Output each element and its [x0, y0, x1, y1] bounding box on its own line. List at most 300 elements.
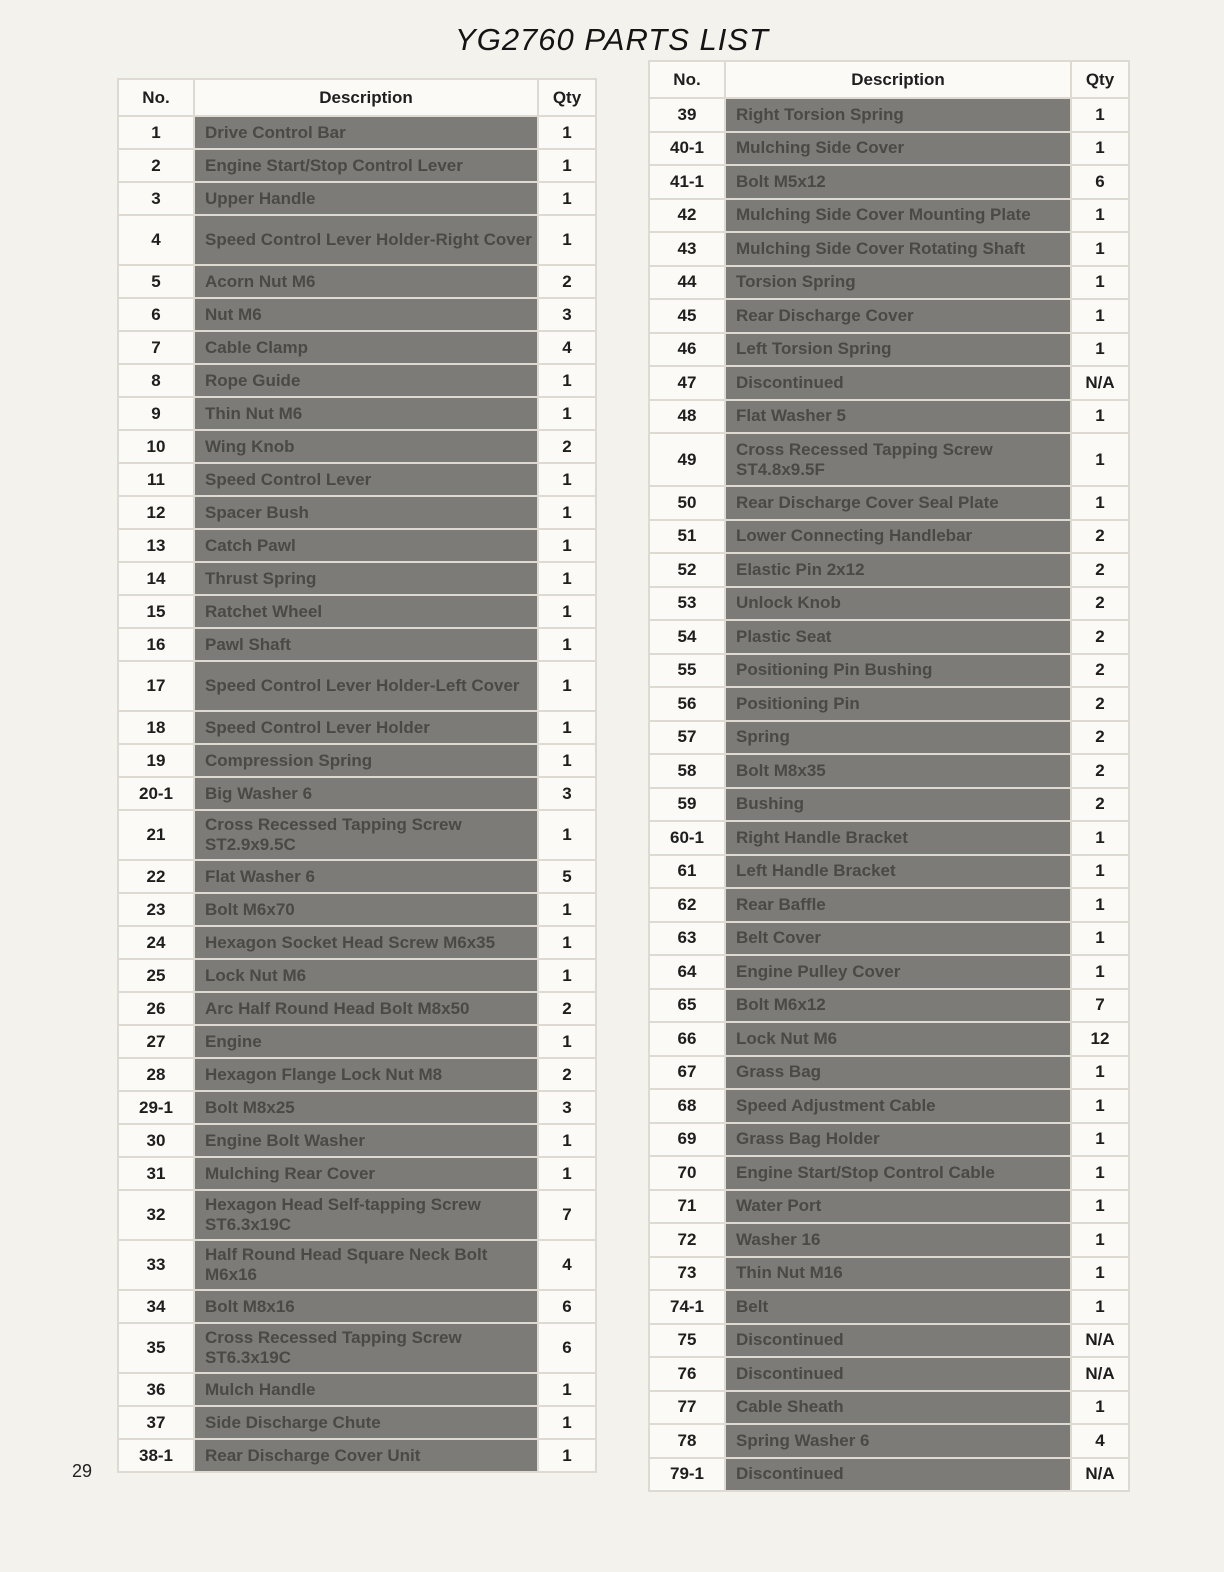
- part-quantity: 1: [538, 562, 596, 595]
- part-description: Pawl Shaft: [194, 628, 538, 661]
- part-quantity: 6: [538, 1323, 596, 1373]
- part-description: Catch Pawl: [194, 529, 538, 562]
- table-row: [649, 1257, 1129, 1291]
- part-number: 68: [649, 1089, 725, 1123]
- table-header-row: [118, 79, 596, 116]
- part-quantity: 1: [1071, 299, 1129, 333]
- part-number: 22: [118, 860, 194, 893]
- part-number: 20-1: [118, 777, 194, 810]
- part-quantity: 1: [538, 661, 596, 711]
- part-number: 50: [649, 486, 725, 520]
- table-row: [649, 687, 1129, 721]
- table-row: [118, 1124, 596, 1157]
- part-description: Mulching Side Cover Mounting Plate: [725, 199, 1071, 233]
- part-description: Bolt M6x70: [194, 893, 538, 926]
- part-quantity: 1: [538, 1025, 596, 1058]
- table-row: [118, 1323, 596, 1373]
- part-description: Torsion Spring: [725, 266, 1071, 300]
- part-quantity: 2: [1071, 620, 1129, 654]
- part-quantity: 2: [1071, 553, 1129, 587]
- part-number: 48: [649, 400, 725, 434]
- part-quantity: 1: [538, 364, 596, 397]
- part-number: 10: [118, 430, 194, 463]
- part-description: Positioning Pin: [725, 687, 1071, 721]
- part-description: Hexagon Socket Head Screw M6x35: [194, 926, 538, 959]
- table-row: [118, 149, 596, 182]
- page-number: 29: [72, 1461, 93, 1481]
- part-quantity: 1: [538, 215, 596, 265]
- part-quantity: 2: [1071, 520, 1129, 554]
- part-number: 15: [118, 595, 194, 628]
- part-quantity: 3: [538, 1091, 596, 1124]
- table-row: [118, 397, 596, 430]
- part-number: 6: [118, 298, 194, 331]
- part-quantity: 1: [1071, 1056, 1129, 1090]
- part-number: 54: [649, 620, 725, 654]
- parts-table-left: [117, 78, 597, 1473]
- part-description: Arc Half Round Head Bolt M8x50: [194, 992, 538, 1025]
- part-number: 66: [649, 1022, 725, 1056]
- part-quantity: 2: [1071, 654, 1129, 688]
- table-header-row: [649, 61, 1129, 98]
- table-row: [118, 860, 596, 893]
- table-row: [649, 266, 1129, 300]
- part-description: Wing Knob: [194, 430, 538, 463]
- part-number: 9: [118, 397, 194, 430]
- part-description: Cross Recessed Tapping Screw ST2.9x9.5C: [194, 810, 538, 860]
- part-description: Plastic Seat: [725, 620, 1071, 654]
- part-quantity: 4: [538, 331, 596, 364]
- part-number: 53: [649, 587, 725, 621]
- part-number: 12: [118, 496, 194, 529]
- part-description: Acorn Nut M6: [194, 265, 538, 298]
- part-quantity: 2: [1071, 754, 1129, 788]
- part-number: 1: [118, 116, 194, 149]
- header-description: Description: [725, 61, 1071, 98]
- table-row: [649, 721, 1129, 755]
- part-number: 31: [118, 1157, 194, 1190]
- part-quantity: 1: [538, 463, 596, 496]
- table-row: [118, 1240, 596, 1290]
- parts-table-body-right: [649, 98, 1129, 1491]
- table-row: [118, 463, 596, 496]
- table-row: [649, 1089, 1129, 1123]
- part-quantity: 1: [1071, 1223, 1129, 1257]
- part-number: 14: [118, 562, 194, 595]
- table-row: [118, 661, 596, 711]
- table-row: [649, 1290, 1129, 1324]
- part-description: Positioning Pin Bushing: [725, 654, 1071, 688]
- table-row: [118, 298, 596, 331]
- parts-table-body-left: [118, 116, 596, 1472]
- part-description: Hexagon Head Self-tapping Screw ST6.3x19C: [194, 1190, 538, 1240]
- part-quantity: 6: [1071, 165, 1129, 199]
- part-number: 39: [649, 98, 725, 132]
- table-row: [118, 331, 596, 364]
- table-row: [649, 232, 1129, 266]
- part-quantity: 2: [538, 992, 596, 1025]
- part-quantity: 1: [538, 926, 596, 959]
- part-quantity: N/A: [1071, 366, 1129, 400]
- part-number: 51: [649, 520, 725, 554]
- part-description: Bolt M5x12: [725, 165, 1071, 199]
- part-quantity: 1: [1071, 1290, 1129, 1324]
- part-description: Upper Handle: [194, 182, 538, 215]
- part-quantity: 2: [538, 265, 596, 298]
- part-quantity: 2: [1071, 587, 1129, 621]
- part-quantity: 1: [1071, 400, 1129, 434]
- part-number: 4: [118, 215, 194, 265]
- table-row: [118, 562, 596, 595]
- part-number: 13: [118, 529, 194, 562]
- part-description: Cable Clamp: [194, 331, 538, 364]
- part-quantity: 2: [1071, 687, 1129, 721]
- part-description: Lock Nut M6: [194, 959, 538, 992]
- part-quantity: 1: [1071, 1156, 1129, 1190]
- table-row: [649, 1458, 1129, 1492]
- part-number: 44: [649, 266, 725, 300]
- part-quantity: 1: [538, 1157, 596, 1190]
- part-quantity: 1: [538, 1439, 596, 1472]
- part-number: 60-1: [649, 821, 725, 855]
- table-row: [649, 1156, 1129, 1190]
- part-number: 5: [118, 265, 194, 298]
- part-number: 77: [649, 1391, 725, 1425]
- part-description: Grass Bag Holder: [725, 1123, 1071, 1157]
- part-description: Cross Recessed Tapping Screw ST6.3x19C: [194, 1323, 538, 1373]
- part-number: 52: [649, 553, 725, 587]
- table-row: [649, 433, 1129, 486]
- part-quantity: 1: [538, 182, 596, 215]
- part-quantity: 4: [538, 1240, 596, 1290]
- part-description: Discontinued: [725, 1324, 1071, 1358]
- table-row: [649, 821, 1129, 855]
- part-quantity: 1: [1071, 486, 1129, 520]
- part-number: 43: [649, 232, 725, 266]
- part-number: 57: [649, 721, 725, 755]
- part-description: Cable Sheath: [725, 1391, 1071, 1425]
- table-row: [118, 628, 596, 661]
- part-description: Nut M6: [194, 298, 538, 331]
- part-quantity: 1: [1071, 1391, 1129, 1425]
- part-quantity: 1: [538, 810, 596, 860]
- part-quantity: 1: [1071, 922, 1129, 956]
- part-description: Washer 16: [725, 1223, 1071, 1257]
- part-description: Grass Bag: [725, 1056, 1071, 1090]
- part-number: 79-1: [649, 1458, 725, 1492]
- part-description: Belt Cover: [725, 922, 1071, 956]
- part-quantity: 1: [538, 116, 596, 149]
- parts-table-right: [648, 60, 1130, 1492]
- table-row: [649, 587, 1129, 621]
- part-quantity: 3: [538, 298, 596, 331]
- part-number: 16: [118, 628, 194, 661]
- table-row: [649, 1424, 1129, 1458]
- part-description: Mulch Handle: [194, 1373, 538, 1406]
- table-row: [118, 1190, 596, 1240]
- part-quantity: 1: [1071, 266, 1129, 300]
- part-description: Speed Control Lever Holder-Left Cover: [194, 661, 538, 711]
- table-row: [649, 486, 1129, 520]
- table-row: [118, 992, 596, 1025]
- table-row: [649, 989, 1129, 1023]
- part-number: 17: [118, 661, 194, 711]
- part-number: 42: [649, 199, 725, 233]
- part-description: Rope Guide: [194, 364, 538, 397]
- part-description: Unlock Knob: [725, 587, 1071, 621]
- part-number: 23: [118, 893, 194, 926]
- part-description: Left Handle Bracket: [725, 855, 1071, 889]
- part-quantity: N/A: [1071, 1324, 1129, 1358]
- part-description: Mulching Side Cover: [725, 132, 1071, 166]
- part-quantity: 1: [1071, 855, 1129, 889]
- part-number: 7: [118, 331, 194, 364]
- part-number: 37: [118, 1406, 194, 1439]
- part-description: Rear Baffle: [725, 888, 1071, 922]
- table-row: [649, 1357, 1129, 1391]
- table-row: [649, 1123, 1129, 1157]
- part-description: Big Washer 6: [194, 777, 538, 810]
- part-quantity: 1: [538, 149, 596, 182]
- table-row: [118, 926, 596, 959]
- part-quantity: 5: [538, 860, 596, 893]
- part-number: 49: [649, 433, 725, 486]
- part-number: 19: [118, 744, 194, 777]
- part-number: 11: [118, 463, 194, 496]
- part-description: Bolt M8x25: [194, 1091, 538, 1124]
- part-number: 26: [118, 992, 194, 1025]
- part-description: Rear Discharge Cover: [725, 299, 1071, 333]
- table-row: [649, 788, 1129, 822]
- table-row: [118, 364, 596, 397]
- part-number: 2: [118, 149, 194, 182]
- part-quantity: 1: [1071, 232, 1129, 266]
- part-quantity: 1: [1071, 433, 1129, 486]
- part-quantity: 1: [538, 744, 596, 777]
- table-row: [649, 654, 1129, 688]
- part-number: 55: [649, 654, 725, 688]
- header-description: Description: [194, 79, 538, 116]
- table-row: [118, 711, 596, 744]
- part-number: 29-1: [118, 1091, 194, 1124]
- table-row: [649, 520, 1129, 554]
- part-number: 25: [118, 959, 194, 992]
- part-quantity: 1: [1071, 333, 1129, 367]
- part-number: 45: [649, 299, 725, 333]
- part-description: Spring: [725, 721, 1071, 755]
- part-number: 41-1: [649, 165, 725, 199]
- table-row: [649, 754, 1129, 788]
- part-quantity: 1: [538, 1406, 596, 1439]
- part-quantity: 1: [538, 496, 596, 529]
- part-quantity: 1: [538, 893, 596, 926]
- part-description: Mulching Side Cover Rotating Shaft: [725, 232, 1071, 266]
- part-description: Speed Control Lever Holder-Right Cover: [194, 215, 538, 265]
- part-description: Thin Nut M6: [194, 397, 538, 430]
- table-row: [649, 1324, 1129, 1358]
- part-quantity: 3: [538, 777, 596, 810]
- part-number: 74-1: [649, 1290, 725, 1324]
- part-number: 72: [649, 1223, 725, 1257]
- part-quantity: 2: [1071, 788, 1129, 822]
- part-description: Belt: [725, 1290, 1071, 1324]
- part-number: 35: [118, 1323, 194, 1373]
- part-description: Side Discharge Chute: [194, 1406, 538, 1439]
- part-number: 76: [649, 1357, 725, 1391]
- part-number: 34: [118, 1290, 194, 1323]
- part-description: Speed Adjustment Cable: [725, 1089, 1071, 1123]
- table-row: [649, 98, 1129, 132]
- table-row: [649, 1056, 1129, 1090]
- table-row: [118, 265, 596, 298]
- table-row: [118, 777, 596, 810]
- part-number: 33: [118, 1240, 194, 1290]
- table-row: [118, 810, 596, 860]
- part-number: 32: [118, 1190, 194, 1240]
- part-description: Right Torsion Spring: [725, 98, 1071, 132]
- part-number: 75: [649, 1324, 725, 1358]
- part-description: Lock Nut M6: [725, 1022, 1071, 1056]
- part-quantity: 1: [1071, 1257, 1129, 1291]
- table-row: [649, 132, 1129, 166]
- part-quantity: N/A: [1071, 1458, 1129, 1492]
- part-quantity: 1: [1071, 821, 1129, 855]
- table-row: [118, 595, 596, 628]
- part-description: Engine Start/Stop Control Cable: [725, 1156, 1071, 1190]
- header-qty: Qty: [1071, 61, 1129, 98]
- table-row: [118, 1373, 596, 1406]
- part-description: Flat Washer 6: [194, 860, 538, 893]
- part-quantity: 12: [1071, 1022, 1129, 1056]
- part-number: 24: [118, 926, 194, 959]
- part-description: Water Port: [725, 1190, 1071, 1224]
- part-description: Spacer Bush: [194, 496, 538, 529]
- part-description: Bolt M8x16: [194, 1290, 538, 1323]
- part-description: Thrust Spring: [194, 562, 538, 595]
- part-quantity: 6: [538, 1290, 596, 1323]
- table-row: [649, 855, 1129, 889]
- part-number: 18: [118, 711, 194, 744]
- part-description: Spring Washer 6: [725, 1424, 1071, 1458]
- part-description: Left Torsion Spring: [725, 333, 1071, 367]
- table-row: [649, 1190, 1129, 1224]
- part-quantity: 1: [538, 628, 596, 661]
- part-quantity: 1: [538, 397, 596, 430]
- part-description: Half Round Head Square Neck Bolt M6x16: [194, 1240, 538, 1290]
- part-number: 64: [649, 955, 725, 989]
- part-quantity: 1: [1071, 1123, 1129, 1157]
- page-title: YG2760 PARTS LIST: [455, 22, 769, 57]
- part-description: Bushing: [725, 788, 1071, 822]
- header-no: No.: [118, 79, 194, 116]
- part-quantity: 7: [1071, 989, 1129, 1023]
- part-description: Hexagon Flange Lock Nut M8: [194, 1058, 538, 1091]
- table-row: [118, 1439, 596, 1472]
- part-quantity: 7: [538, 1190, 596, 1240]
- part-description: Rear Discharge Cover Unit: [194, 1439, 538, 1472]
- table-row: [118, 1290, 596, 1323]
- part-quantity: 1: [538, 1124, 596, 1157]
- part-quantity: 4: [1071, 1424, 1129, 1458]
- table-row: [118, 430, 596, 463]
- part-description: Mulching Rear Cover: [194, 1157, 538, 1190]
- table-row: [649, 199, 1129, 233]
- table-row: [649, 400, 1129, 434]
- part-quantity: 1: [538, 529, 596, 562]
- part-number: 56: [649, 687, 725, 721]
- table-row: [118, 1025, 596, 1058]
- table-row: [649, 888, 1129, 922]
- table-row: [118, 1157, 596, 1190]
- table-row: [649, 1391, 1129, 1425]
- part-description: Speed Control Lever Holder: [194, 711, 538, 744]
- table-row: [118, 1091, 596, 1124]
- part-quantity: 2: [1071, 721, 1129, 755]
- table-row: [118, 744, 596, 777]
- part-number: 69: [649, 1123, 725, 1157]
- part-quantity: 1: [1071, 888, 1129, 922]
- part-description: Bolt M6x12: [725, 989, 1071, 1023]
- part-quantity: 1: [538, 959, 596, 992]
- part-description: Bolt M8x35: [725, 754, 1071, 788]
- part-number: 8: [118, 364, 194, 397]
- table-row: [649, 1223, 1129, 1257]
- part-number: 40-1: [649, 132, 725, 166]
- part-number: 63: [649, 922, 725, 956]
- table-row: [118, 1406, 596, 1439]
- part-description: Cross Recessed Tapping Screw ST4.8x9.5F: [725, 433, 1071, 486]
- table-row: [118, 215, 596, 265]
- part-description: Engine Pulley Cover: [725, 955, 1071, 989]
- part-number: 59: [649, 788, 725, 822]
- table-row: [649, 165, 1129, 199]
- part-number: 36: [118, 1373, 194, 1406]
- part-description: Lower Connecting Handlebar: [725, 520, 1071, 554]
- part-description: Ratchet Wheel: [194, 595, 538, 628]
- table-row: [118, 182, 596, 215]
- part-description: Engine: [194, 1025, 538, 1058]
- table-row: [649, 299, 1129, 333]
- header-qty: Qty: [538, 79, 596, 116]
- table-row: [649, 955, 1129, 989]
- table-row: [649, 553, 1129, 587]
- table-row: [118, 959, 596, 992]
- part-description: Engine Start/Stop Control Lever: [194, 149, 538, 182]
- part-number: 47: [649, 366, 725, 400]
- table-row: [649, 922, 1129, 956]
- part-number: 58: [649, 754, 725, 788]
- part-number: 38-1: [118, 1439, 194, 1472]
- part-quantity: 2: [538, 430, 596, 463]
- part-number: 28: [118, 1058, 194, 1091]
- part-description: Drive Control Bar: [194, 116, 538, 149]
- part-description: Discontinued: [725, 1357, 1071, 1391]
- part-quantity: 1: [1071, 132, 1129, 166]
- part-quantity: 1: [1071, 955, 1129, 989]
- part-description: Discontinued: [725, 1458, 1071, 1492]
- table-row: [118, 496, 596, 529]
- table-row: [649, 366, 1129, 400]
- part-quantity: 1: [1071, 1089, 1129, 1123]
- part-number: 70: [649, 1156, 725, 1190]
- part-description: Compression Spring: [194, 744, 538, 777]
- part-quantity: 1: [1071, 98, 1129, 132]
- part-description: Speed Control Lever: [194, 463, 538, 496]
- part-quantity: 1: [538, 1373, 596, 1406]
- header-no: No.: [649, 61, 725, 98]
- part-number: 61: [649, 855, 725, 889]
- part-description: Right Handle Bracket: [725, 821, 1071, 855]
